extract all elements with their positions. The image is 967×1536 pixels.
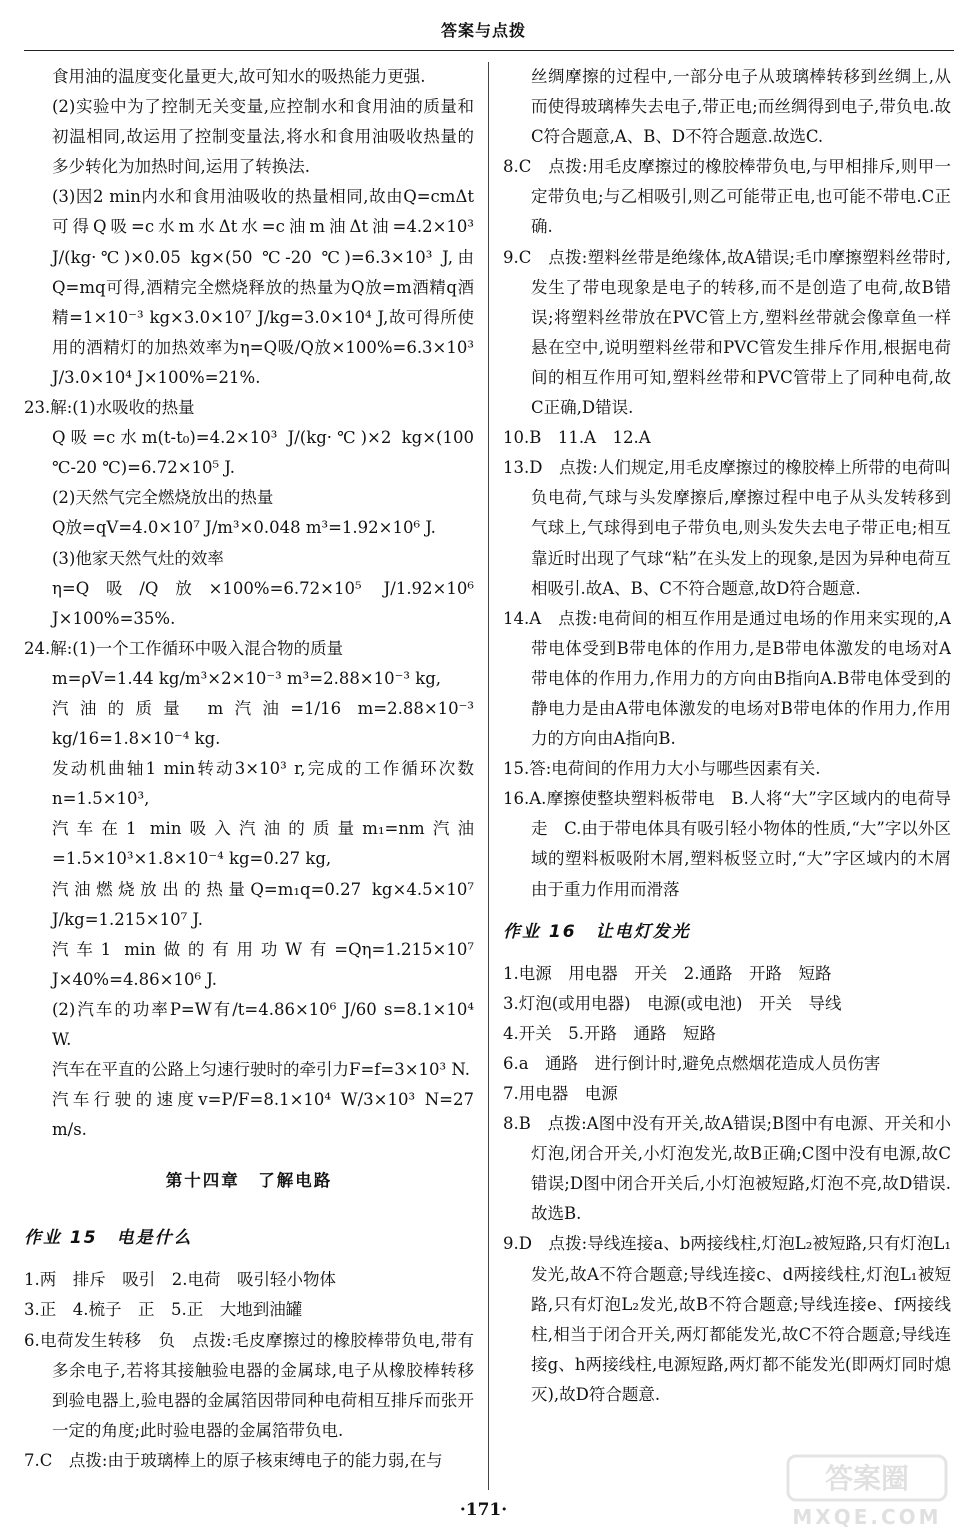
right-paragraph: 14.A 点拨:电荷间的相互作用是通过电场的作用来实现的,A带电体受到B带电体的作用力,是B带电体激发的电场对A带电体的作用力,作用力的方向由B指向A.B带电体受到的静电力是由A带电体激发的电场对B带电体的作用力,作用力的方向由A指向B.	[503, 608, 951, 749]
left-paragraph: 汽车在1 min吸入汽油的质量m₁=nm汽油=1.5×10³×1.8×10⁻⁴ kg=0.27 kg,	[52, 819, 474, 869]
left-paragraph: 汽油燃烧放出的热量Q=m₁q=0.27 kg×4.5×10⁷ J/kg=1.215×10⁷ J.	[52, 879, 474, 929]
left-paragraph: (3)因2 min内水和食用油吸收的热量相同,故由Q=cmΔt可得Q吸=c水m水Δt水=c油m油Δt油=4.2×10³ J/(kg·℃)×0.05 kg×(50 ℃-20 ℃)=6.3×10³ J,由Q=mq可得,酒精完全燃烧释放的热量为Q放=m酒精q酒精=1×10⁻³ kg×3.0×10⁷ J/kg=3.0×10⁴ J,故可得所使用的酒精灯的加热效率为η=Q吸/Q放×100%=6.3×10³ J/3.0×10⁴ J×100%=21%.	[52, 187, 474, 387]
left-paragraph: 23.解:(1)水吸收的热量	[24, 398, 195, 418]
left-paragraph: (2)汽车的功率P=W有/t=4.86×10⁶ J/60 s=8.1×10⁴ W.	[52, 999, 474, 1049]
left-paragraph: 汽油的质量 m汽油=1/16 m=2.88×10⁻³ kg/16=1.8×10⁻⁴ kg.	[52, 698, 474, 749]
left-paragraph: (2)实验中为了控制无关变量,应控制水和食用油的质量和初温相同,故运用了控制变量法,将水和食用油吸收热量的多少转化为加热时间,运用了转换法.	[52, 97, 474, 177]
right-paragraph: 9.D 点拨:导线连接a、b两接线柱,灯泡L₂被短路,只有灯泡L₁发光,故A不符合题意;导线连接c、d两接线柱,灯泡L₁被短路,只有灯泡L₂发光,故B不符合题意;导线连接e、f两接线柱,相当于闭合开关,两灯都能发光,故C不符合题意;导线连接g、h两接线柱,电源短路,两灯都不能发光(即两灯同时熄灭),故D符合题意.	[503, 1234, 951, 1404]
left-paragraph: 汽车1 min做的有用功W有=Qη=1.215×10⁷ J×40%=4.86×10⁶ J.	[52, 939, 474, 989]
right-paragraph: 6.a 通路 进行倒计时,避免点燃烟花造成人员伤害	[503, 1053, 881, 1073]
right-paragraph: 8.B 点拨:A图中没有开关,故A错误;B图中有电源、开关和小灯泡,闭合开关,小灯泡发光,故B正确;C图中没有电源,故C错误;D图中闭合开关后,小灯泡被短路,灯泡不亮,故D错误.故选B.	[503, 1114, 951, 1224]
left-paragraph: 汽车在平直的公路上匀速行驶时的牵引力F=f=3×10³ N.	[52, 1060, 471, 1080]
left-column	[24, 62, 474, 1476]
left-paragraph: 6.电荷发生转移 负 点拨:毛皮摩擦过的橡胶棒带负电,带有多余电子,若将其接触验电器的金属球,电子从橡胶棒转移到验电器上,验电器的金属箔因带同种电荷相互排斥而张开一定的角度;此时验电器的金属箔带负电.	[24, 1330, 474, 1440]
left-paragraph: Q吸=c水m(t-t₀)=4.2×10³ J/(kg·℃)×2 kg×(100 ℃-20 ℃)=6.72×10⁵ J.	[52, 428, 474, 478]
left-paragraph: 3.正 4.梳子 正 5.正 大地到油罐	[24, 1300, 303, 1320]
left-paragraph: 7.C 点拨:由于玻璃棒上的原子核束缚电子的能力弱,在与	[24, 1450, 443, 1470]
assignment-heading: 作业 16 让电灯发光	[503, 921, 691, 942]
column-divider	[488, 62, 489, 1490]
assignment-heading: 作业 15 电是什么	[24, 1228, 193, 1249]
left-paragraph: Q放=qV=4.0×10⁷ J/m³×0.048 m³=1.92×10⁶ J.	[52, 518, 436, 538]
right-paragraph: 13.D 点拨:人们规定,用毛皮摩擦过的橡胶棒上所带的电荷叫负电荷,气球与头发摩擦后,摩擦过程中电子从头发转移到气球上,气球得到电子带负电,则头发失去电子带正电;相互靠近时出现了气球“粘”在头发上的现象,是因为异种电荷互相吸引.故A、B、C不符合题意,故D符合题意.	[503, 458, 951, 598]
chapter-title: 第十四章 了解电路	[165, 1171, 333, 1191]
left-paragraph: (3)他家天然气灶的效率	[52, 548, 224, 568]
left-paragraph: η=Q吸/Q放×100%=6.72×10⁵ J/1.92×10⁶ J×100%=35%.	[52, 578, 474, 628]
left-paragraph: 食用油的温度变化量更大,故可知水的吸热能力更强.	[52, 67, 426, 86]
page-number: ·171·	[459, 1500, 508, 1520]
page-header	[0, 0, 967, 52]
left-paragraph: 24.解:(1)一个工作循环中吸入混合物的质量	[24, 638, 344, 658]
right-paragraph: 8.C 点拨:用毛皮摩擦过的橡胶棒带负电,与甲相排斥,则甲一定带负电;与乙相吸引,则乙可能带正电,也可能不带电.C正确.	[503, 157, 951, 237]
right-column	[503, 62, 951, 1476]
right-paragraph: 16.A.摩擦使整块塑料板带电 B.人将“大”字区域内的电荷导走 C.由于带电体具有吸引轻小物体的性质,“大”字以外区域的塑料板吸附木屑,塑料板竖立时,“大”字区域内的木屑由于重力作用而滑落	[503, 789, 951, 899]
right-paragraph: 9.C 点拨:塑料丝带是绝缘体,故A错误;毛巾摩擦塑料丝带时,发生了带电现象是电子的转移,而不是创造了电荷,故B错误;将塑料丝带放在PVC管上方,塑料丝带就会像章鱼一样悬在空中,说明塑料丝带和PVC管发生排斥作用,根据电荷间的相互作用可知,塑料丝带和PVC管带上了同种电荷,故C正确,D错误.	[503, 247, 951, 418]
right-paragraph: 10.B 11.A 12.A	[503, 428, 651, 448]
watermark-logo	[782, 1452, 952, 1532]
right-paragraph: 1.电源 用电器 开关 2.通路 开路 短路	[503, 963, 832, 983]
left-paragraph: 汽车行驶的速度v=P/F=8.1×10⁴ W/3×10³ N=27 m/s.	[52, 1090, 474, 1140]
left-paragraph: 发动机曲轴1 min转动3×10³ r,完成的工作循环次数n=1.5×10³,	[52, 759, 474, 809]
right-paragraph: 15.答:电荷间的作用力大小与哪些因素有关.	[503, 759, 821, 779]
header-rule	[24, 50, 954, 51]
svg-text:答案圈: 答案圈	[824, 1462, 910, 1495]
left-paragraph: 1.两 排斥 吸引 2.电荷 吸引轻小物体	[24, 1270, 336, 1290]
svg-text:MXQE.COM: MXQE.COM	[792, 1505, 942, 1529]
right-paragraph: 3.灯泡(或用电器) 电源(或电池) 开关 导线	[503, 993, 842, 1013]
right-paragraph: 丝绸摩擦的过程中,一部分电子从玻璃棒转移到丝绸上,从而使得玻璃棒失去电子,带正电;而丝绸得到电子,带负电.故C符合题意,A、B、D不符合题意.故选C.	[531, 67, 951, 147]
right-paragraph: 4.开关 5.开路 通路 短路	[503, 1023, 716, 1043]
right-paragraph: 7.用电器 电源	[503, 1084, 618, 1103]
header-title: 答案与点拨	[440, 21, 526, 40]
left-paragraph: (2)天然气完全燃烧放出的热量	[52, 488, 274, 508]
left-paragraph: m=ρV=1.44 kg/m³×2×10⁻³ m³=2.88×10⁻³ kg,	[52, 668, 442, 688]
